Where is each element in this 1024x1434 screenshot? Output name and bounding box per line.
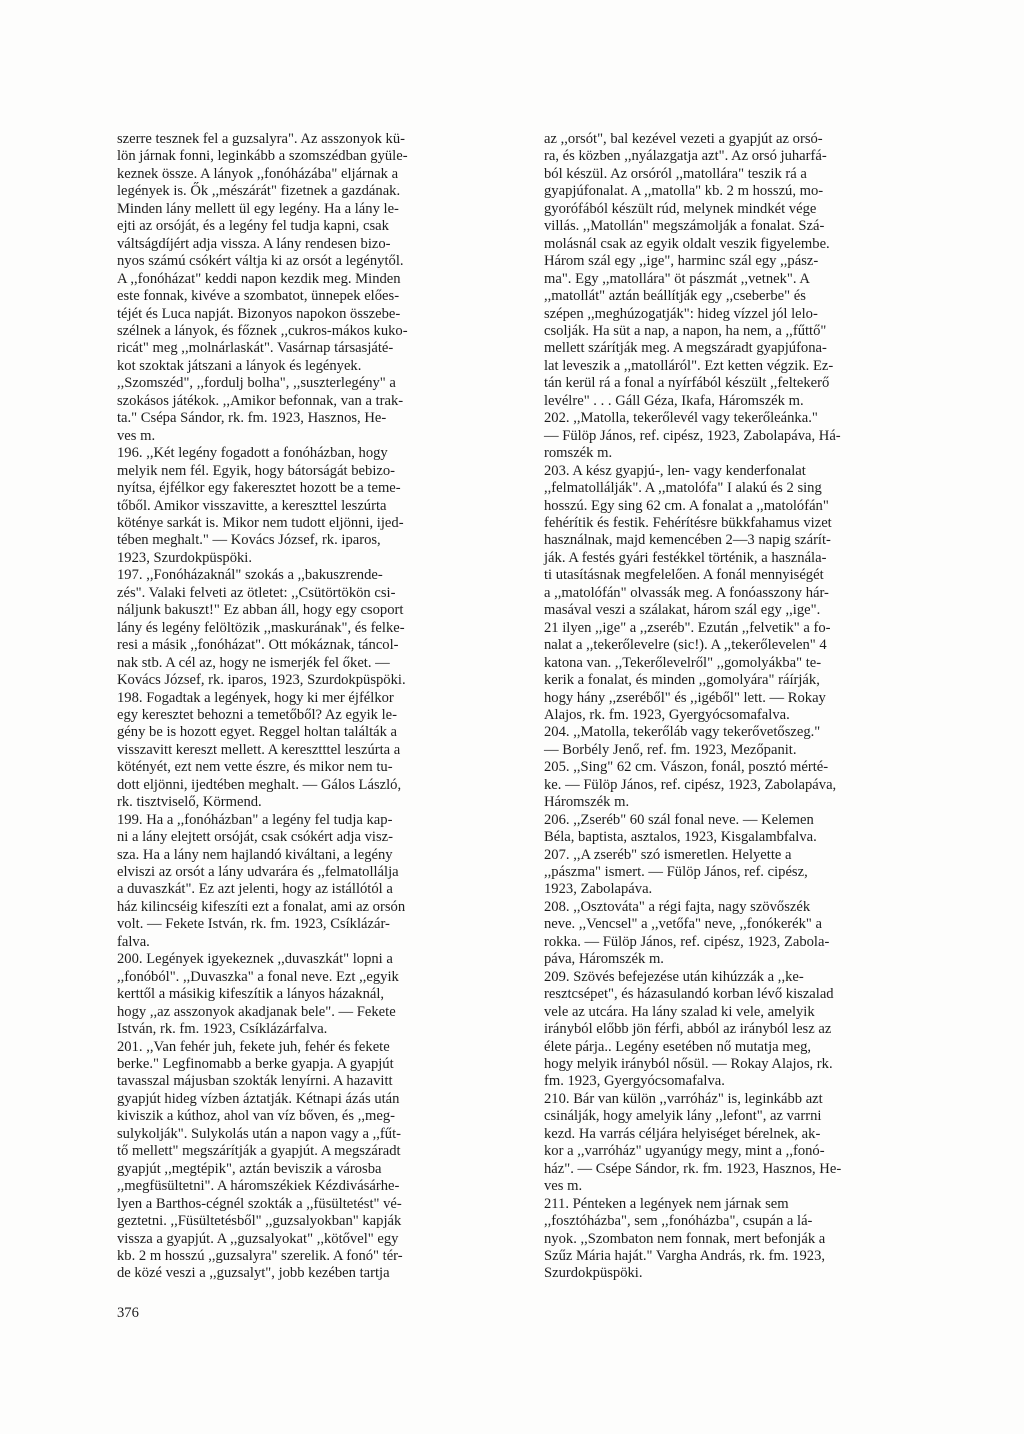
paragraph-intro: szerre tesznek fel a guzsalyra". Az asszonyok kü- lön járnak fonni, leginkább a szomszédban gyüle- keznek össze. A lányok ,,fonóházába" eljárnak a legények is. Ők ,,mészárát" fizetnek a gazdának. Minden lány mellett ül egy legény. Ha a lány le- ejti az orsóját, és a legény fel tudja kapni, csak váltságdíjért adja vissza. A lány rendesen bizo- nyos számú csókért váltja ki az orsót a legénytől. A ,,fonóházat" keddi napon kezdik meg. Minden este fonnak, kivéve a szombatot, ünnepek előes- téjét és Luca napját. Bizonyos napokon összebe- szélnek a lányok, és főznek ,,cukros-mákos kuko- ricát" meg ,,molnárlaskát". Vasárnap társasjáté- kot szoktak játszani a lányok és legények. ,,Szomszéd", ,,fordulj bolha", ,,suszterlegény" a szokásos játékok. ,,Amikor befonnak, van a trak- ta." Csépa Sándor, rk. fm. 1923, Hasznos, He- ves m.	[117, 131, 408, 444]
paragraph-210: 210. Bár van külön ,,varróház" is, leginkább azt csinálják, hogy amelyik lány ,,lefont", az varrni kezd. Ha varrás céljára helyiséget bérelnek, ak- kor a ,,varróház" ugyanúgy megy, mint a ,,fonó- ház". — Csépe Sándor, rk. fm. 1923, Hasznos, He- ves m.	[544, 1090, 842, 1195]
paragraph-201-continued: az ,,orsót", bal kezével vezeti a gyapjút az orsó- ra, és közben ,,nyálazgatja azt". Az orsó juharfá- ból készül. Az orsóról ,,matollára" teszik rá a gyapjúfonalat. A ,,matolla" kb. 2 m hosszú, mo- gyorófából készült rúd, melynek mindkét vége villás. ,,Matollán" megszámolják a fonalat. Szá- molásnál csak az egyik oldalt veszik figyelembe. Három szál egy ,,ige", harminc szál egy ,,pász- ma". Egy ,,matollára" öt pászmát ,,vetnek". A ,,matollát" aztán beállítják egy ,,cseberbe" és szépen ,,meghúzogatják": hideg vízzel jól lelo- csolják. Ha süt a nap, a napon, ha nem, a ,,fűttő" mellett szárítják meg. A megszáradt gyapjúfona- lat leveszik a ,,matolláról". Ezt ketten végzik. Ez- tán kerül rá a fonal a nyírfából készült ,,feltekerő levélre" . . . Gáll Géza, Ikafa, Háromszék m.	[544, 131, 834, 409]
paragraph-204: 204. ,,Matolla, tekerőláb vagy tekerővetőszeg." — Borbély Jenő, ref. fm. 1923, Mezőpanit.	[544, 724, 821, 758]
paragraph-211: 211. Pénteken a legények nem járnak sem ,,fosztóházba", sem ,,fonóházba", csupán a lá- nyok. ,,Szombaton nem fonnak, mert befonják a Szűz Mária haját." Vargha András, rk. fm. 1923, Szurdokpüspöki.	[544, 1195, 826, 1282]
paragraph-196: 196. ,,Két legény fogadott a fonóházban, hogy melyik nem fél. Egyik, hogy bátorságát bebizo- nyítsa, éjfélkor egy fakeresztet hozott be a teme- tőből. Amikor visszavitte, a kereszttel leszúrta kötényе sarkát is. Mikor nem tudott eljönni, ijed- tében meghalt." — Kovács József, rk. iparos, 1923, Szurdokpüspöki.	[117, 445, 404, 566]
paragraph-207: 207. ,,A zseréb" szó ismeretlen. Helyette a ,,pászma" ismert. — Fülöp János, ref. cipész, 1923, Zabolapáva.	[544, 846, 808, 898]
left-column	[117, 131, 509, 1283]
paragraph-209: 209. Szövés befejezése után kihúzzák a ,,ke- resztcsépet", és házasulandó korban lévő kiszalad vele az utcára. Ha lány szalad ki vele, amelyik irányból előbb jön férfi, abból az irányból lesz az élete párja.. Legény esetében nő mutatja meg, hogy melyik irányból nősül. — Rokay Alajos, rk. fm. 1923, Gyergyócsomafalva.	[544, 968, 834, 1090]
page-number: 376	[117, 1305, 139, 1321]
paragraph-202: 202. ,,Matolla, tekerőlevél vagy tekerőleánka." — Fülöp János, ref. cipész, 1923, Zabolapáva, Há- romszék m.	[544, 410, 841, 462]
paragraph-208: 208. ,,Osztováta" a régi fajta, nagy szövőszék neve. ,,Vencsel" a ,,vetőfa" neve, ,,fonókerék" a rokka. — Fülöp János, ref. cipész, 1923, Zabola- páva, Háromszék m.	[544, 898, 830, 968]
paragraph-203: 203. A kész gyapjú-, len- vagy kenderfonalat ,,felmatollálják". A ,,matolófa" I alakú és 2 sing hosszú. Egy sing 62 cm. A fonalat a ,,matolófán" fehérítik és festik. Fehérítésre bükkfahamus vizet használnak, majd kemencében 2—3 napig szárít- ják. A festés gyári festékkel történik, a használa- ti utasításnak megfelelően. A fonál mennyiségét a ,,matolófán" olvassák meg. A fonóasszony hár- masával veszi a szálakat, három szál egy ,,ige". 21 ilyen ,,ige" a ,,zseréb". Ezután ,,felvetik" a fo- nalat a ,,tekerőlevelre (sic!). A ,,tekerőlevelen" 4 katona van. ,,Tekerőlevelről" ,,gomolyákba" te- kerik a fonalat, és minden ,,gomolyára" ráírják, hogy hány ,,zseréből" és ,,igéből" lett. — Rokay Alajos, rk. fm. 1923, Gyergyócsomafalva.	[544, 462, 832, 723]
paragraph-198: 198. Fogadtak a legények, hogy ki mer éjfélkor egy keresztet behozni a temetőből? Az egyik le- gény be is hozott egyet. Reggel holtan találták a visszavitt kereszt mellett. A keresztttel leszúrta a kötényét, ezt nem vette észre, és mikor nem tu- dott eljönni, ijedtében meghalt. — Gálos László, rk. tisztviselő, Körmend.	[117, 689, 402, 811]
paragraph-197: 197. ,,Fonóházaknál" szokás a ,,bakuszrende- zés". Valaki felveti az ötletet: ,,Csütörtökön csi- náljunk bakuszt!" Ez abban áll, hogy egy csoport lány és legény felöltözik ,,maskurának", és felke- resi a másik ,,fonóházat". Ott mókáznak, táncol- nak stb. A cél az, hogy ne ismerjék fel őket. — Kovács József, rk. iparos, 1923, Szurdokpüspöki.	[117, 567, 406, 689]
paragraph-199: 199. Ha a ,,fonóházban" a legény fel tudja kap- ni a lány elejtett orsóját, csak csókért adja visz- sza. Ha a lány nem hajlandó kiváltani, a legény elviszi az orsót a lány udvarára és ,,felmatollálja a duvaszkát". Ez azt jelenti, hogy az istállótól a ház kilincséig kifeszíti ezt a fonalat, ami az orsón volt. — Fekete István, rk. fm. 1923, Csíklázár- falva.	[117, 811, 406, 950]
paragraph-206: 206. ,,Zseréb" 60 szál fonal neve. — Kelemen Béla, baptista, asztalos, 1923, Kisgalambfalva.	[544, 811, 817, 846]
paragraph-205: 205. ,,Sing" 62 cm. Vászon, fonál, posztó mérté- ke. — Fülöp János, ref. cipész, 1923, Zabolapáva, Háromszék m.	[544, 759, 837, 811]
right-column	[544, 131, 936, 1283]
paragraph-201: 201. ,,Van fehér juh, fekete juh, fehér és fekete berke." Legfinomabb a berke gyapja. A gyapjút tavasszal májusban szokták lenyírni. A hazavitt gyapjút hideg vízben áztatják. Kétnapi ázás után kiviszik a kúthoz, ahol van víz bőven, és ,,meg- sulykolják". Sulykolás után a napon vagy a ,,fűt- tő mellett" megszárítják a gyapjút. A megszáradt gyapjút ,,megtépik", aztán beviszik a városba ,,megfüsültetni". A háromszékiek Kézdivásárhe- lyen a Barthos-cégnél szokták a ,,füsültetést" vé- geztetni. ,,Füsültetésből" ,,guzsalyokban" kapják vissza a gyapjút. A ,,guzsalyokat" ,,kötővel" egy kb. 2 m hosszú ,,guzsalyra" szerelik. A fonó" tér- de közé veszi a ,,guzsalyt", jobb kezében tartja	[117, 1038, 403, 1282]
paragraph-200: 200. Legények igyekeznek ,,duvaszkát" lopni a ,,fonóból". ,,Duvaszka" a fonal neve. Ezt ,,egyik kerttől a másikig kifeszítik a lányos házaknál, hogy ,,az asszonyok akadjanak bele". — Fekete István, rk. fm. 1923, Csíklázárfalva.	[117, 951, 399, 1038]
